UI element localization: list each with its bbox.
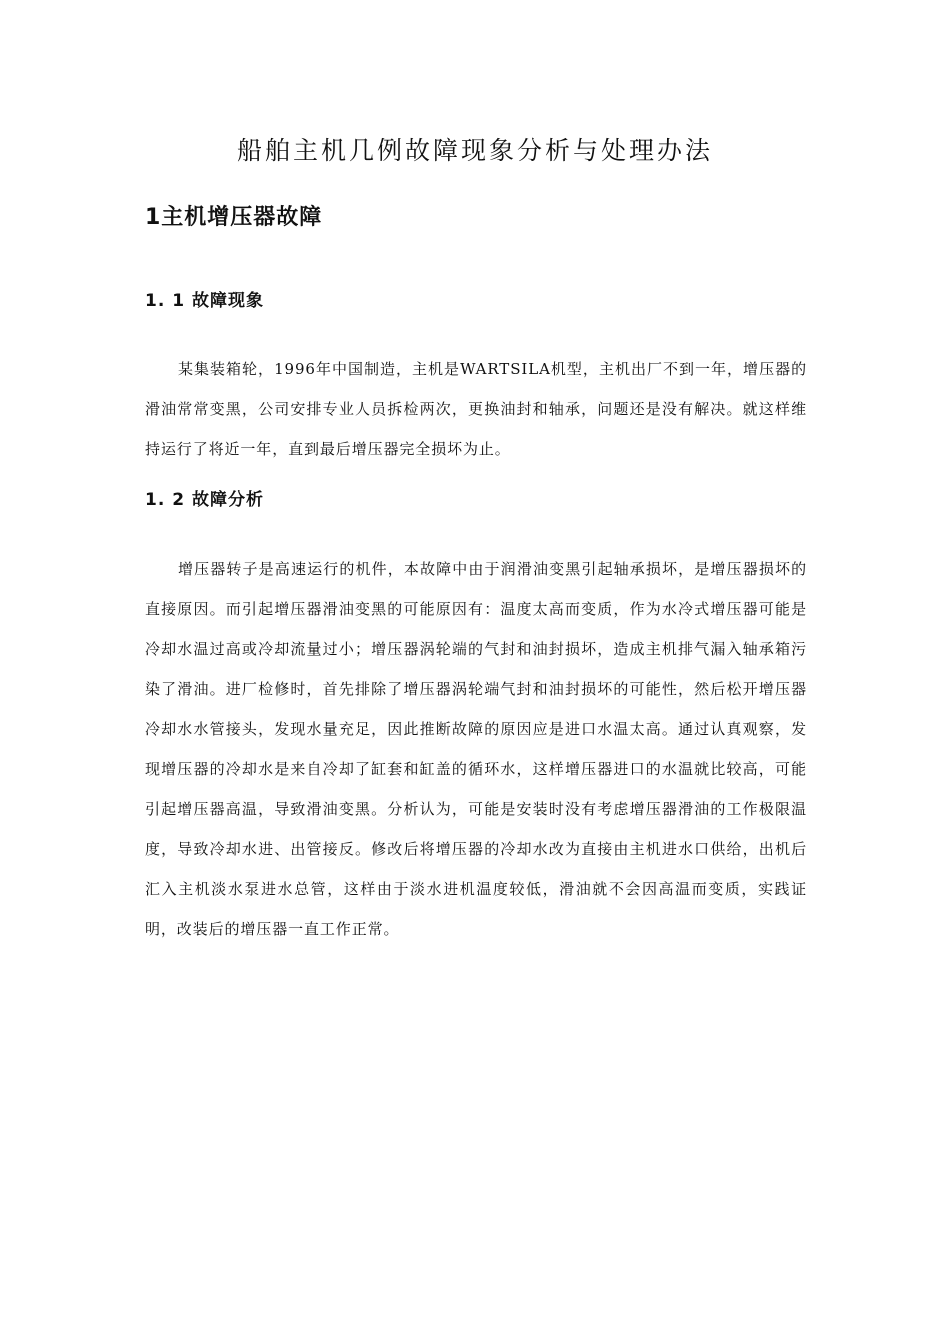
subsection-1-2-paragraph: 增压器转子是高速运行的机件，本故障中由于润滑油变黑引起轴承损坏，是增压器损坏的直接原因。而引起增压器滑油变黑的可能原因有：温度太高而变质，作为水冷式增压器可能是冷却水温过高或冷却流量过小；增压器涡轮端的气封和油封损坏，造成主机排气漏入轴承箱污染了滑油。进厂检修时，首先排除了增压器涡轮端气封和油封损坏的可能性，然后松开增压器冷却水水管接头，发现水量充足，因此推断故障的原因应是进口水温太高。通过认真观察，发现增压器的冷却水是来自冷却了缸套和缸盖的循环水，这样增压器进口的水温就比较高，可能引起增压器高温，导致滑油变黑。分析认为，可能是安装时没有考虑增压器滑油的工作极限温度，导致冷却水进、出管接反。修改后将增压器的冷却水改为直接由主机进水口供给，出机后汇入主机淡水泵进水总管，这样由于淡水进机温度较低，滑油就不会因高温而变质，实践证明，改装后的增压器一直工作正常。 <box>145 560 807 938</box>
subsection-1-1-paragraph: 某集装箱轮，1996年中国制造，主机是WARTSILA机型，主机出厂不到一年，增压器的滑油常常变黑，公司安排专业人员拆检两次，更换油封和轴承，问题还是没有解决。就这样维持运行了将近一年，直到最后增压器完全损坏为止。 <box>145 360 807 458</box>
section-1-heading: 1主机增压器故障 <box>145 205 323 230</box>
subsection-1-2-heading: 1. 2 故障分析 <box>145 490 264 510</box>
subsection-1-1-heading: 1. 1 故障现象 <box>145 291 264 311</box>
document-title: 船舶主机几例故障现象分析与处理办法 <box>236 136 713 165</box>
